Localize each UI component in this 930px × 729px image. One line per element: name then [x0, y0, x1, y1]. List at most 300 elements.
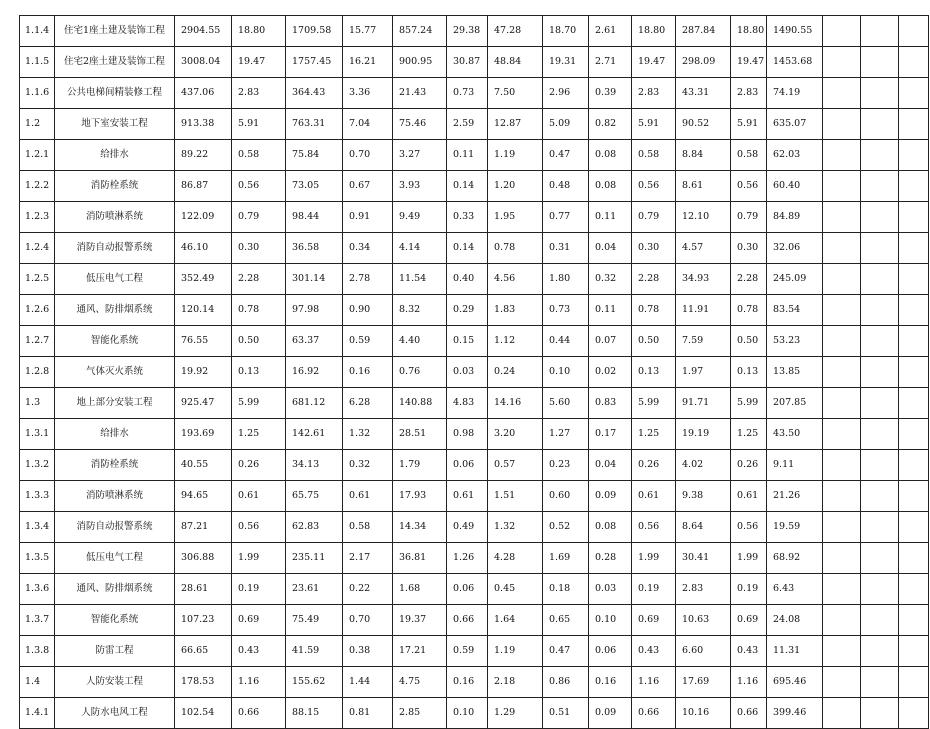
value-cell: 34.13 [286, 450, 343, 481]
value-cell: 91.71 [676, 388, 731, 419]
value-cell: 1.97 [676, 357, 731, 388]
value-cell: 142.61 [286, 419, 343, 450]
table-row [20, 16, 929, 47]
item-code-cell: 1.4.1 [20, 698, 55, 729]
value-cell: 1.99 [731, 543, 767, 574]
value-cell: 29.38 [447, 16, 488, 47]
value-cell: 16.92 [286, 357, 343, 388]
value-cell: 0.19 [632, 574, 676, 605]
table-row [20, 140, 929, 171]
blank-cell [861, 667, 899, 698]
value-cell: 5.91 [632, 109, 676, 140]
blank-cell [823, 16, 861, 47]
value-cell: 0.03 [447, 357, 488, 388]
value-cell: 1709.58 [286, 16, 343, 47]
value-cell: 5.91 [731, 109, 767, 140]
value-cell: 140.88 [393, 388, 447, 419]
value-cell: 0.33 [447, 202, 488, 233]
value-cell: 1.68 [393, 574, 447, 605]
value-cell: 11.54 [393, 264, 447, 295]
value-cell: 0.73 [543, 295, 589, 326]
value-cell: 5.99 [632, 388, 676, 419]
value-cell: 399.46 [767, 698, 823, 729]
value-cell: 23.61 [286, 574, 343, 605]
value-cell: 0.32 [589, 264, 632, 295]
value-cell: 18.70 [543, 16, 589, 47]
value-cell: 1.16 [632, 667, 676, 698]
blank-cell [899, 450, 929, 481]
value-cell: 14.16 [488, 388, 543, 419]
value-cell: 19.59 [767, 512, 823, 543]
blank-cell [899, 388, 929, 419]
value-cell: 2.96 [543, 78, 589, 109]
value-cell: 4.56 [488, 264, 543, 295]
value-cell: 1.64 [488, 605, 543, 636]
item-name-cell: 气体灭火系统 [55, 357, 175, 388]
value-cell: 18.80 [232, 16, 286, 47]
value-cell: 0.30 [232, 233, 286, 264]
value-cell: 60.40 [767, 171, 823, 202]
value-cell: 94.65 [175, 481, 232, 512]
value-cell: 1.32 [343, 419, 393, 450]
blank-cell [899, 605, 929, 636]
item-name-cell: 低压电气工程 [55, 264, 175, 295]
value-cell: 0.78 [488, 233, 543, 264]
value-cell: 0.73 [447, 78, 488, 109]
table-row [20, 202, 929, 233]
value-cell: 0.47 [543, 636, 589, 667]
value-cell: 2.61 [589, 16, 632, 47]
value-cell: 0.19 [232, 574, 286, 605]
blank-cell [823, 109, 861, 140]
blank-cell [861, 636, 899, 667]
value-cell: 87.21 [175, 512, 232, 543]
value-cell: 0.66 [232, 698, 286, 729]
table-row [20, 109, 929, 140]
item-name-cell: 消防自动报警系统 [55, 512, 175, 543]
value-cell: 0.40 [447, 264, 488, 295]
value-cell: 36.81 [393, 543, 447, 574]
value-cell: 0.14 [447, 171, 488, 202]
item-code-cell: 1.3.7 [20, 605, 55, 636]
value-cell: 0.86 [543, 667, 589, 698]
value-cell: 3.36 [343, 78, 393, 109]
value-cell: 0.43 [232, 636, 286, 667]
value-cell: 19.47 [232, 47, 286, 78]
blank-cell [861, 357, 899, 388]
value-cell: 0.47 [543, 140, 589, 171]
table-row [20, 295, 929, 326]
value-cell: 0.08 [589, 512, 632, 543]
value-cell: 0.56 [232, 512, 286, 543]
value-cell: 0.59 [343, 326, 393, 357]
value-cell: 2.28 [232, 264, 286, 295]
value-cell: 0.24 [488, 357, 543, 388]
table-row [20, 512, 929, 543]
value-cell: 4.28 [488, 543, 543, 574]
value-cell: 0.65 [543, 605, 589, 636]
blank-cell [861, 450, 899, 481]
value-cell: 0.69 [232, 605, 286, 636]
value-cell: 437.06 [175, 78, 232, 109]
item-name-cell: 智能化系统 [55, 605, 175, 636]
value-cell: 0.61 [343, 481, 393, 512]
value-cell: 1.16 [731, 667, 767, 698]
value-cell: 0.11 [447, 140, 488, 171]
value-cell: 2.83 [731, 78, 767, 109]
value-cell: 0.49 [447, 512, 488, 543]
value-cell: 48.84 [488, 47, 543, 78]
value-cell: 24.08 [767, 605, 823, 636]
value-cell: 13.85 [767, 357, 823, 388]
value-cell: 8.32 [393, 295, 447, 326]
value-cell: 2.59 [447, 109, 488, 140]
value-cell: 0.14 [447, 233, 488, 264]
value-cell: 0.26 [232, 450, 286, 481]
value-cell: 4.75 [393, 667, 447, 698]
value-cell: 235.11 [286, 543, 343, 574]
value-cell: 925.47 [175, 388, 232, 419]
value-cell: 5.09 [543, 109, 589, 140]
blank-cell [823, 605, 861, 636]
table-row [20, 357, 929, 388]
value-cell: 0.10 [589, 605, 632, 636]
value-cell: 14.34 [393, 512, 447, 543]
value-cell: 1.32 [488, 512, 543, 543]
value-cell: 6.28 [343, 388, 393, 419]
value-cell: 46.10 [175, 233, 232, 264]
value-cell: 28.51 [393, 419, 447, 450]
value-cell: 0.06 [589, 636, 632, 667]
value-cell: 0.06 [447, 574, 488, 605]
value-cell: 1.19 [488, 140, 543, 171]
value-cell: 306.88 [175, 543, 232, 574]
value-cell: 0.16 [589, 667, 632, 698]
item-name-cell: 给排水 [55, 140, 175, 171]
blank-cell [861, 171, 899, 202]
item-name-cell: 住宅2座土建及装饰工程 [55, 47, 175, 78]
value-cell: 0.59 [447, 636, 488, 667]
value-cell: 0.15 [447, 326, 488, 357]
value-cell: 0.57 [488, 450, 543, 481]
value-cell: 1.25 [632, 419, 676, 450]
blank-cell [823, 388, 861, 419]
value-cell: 19.31 [543, 47, 589, 78]
value-cell: 0.22 [343, 574, 393, 605]
value-cell: 76.55 [175, 326, 232, 357]
table-row [20, 47, 929, 78]
value-cell: 12.87 [488, 109, 543, 140]
value-cell: 18.80 [632, 16, 676, 47]
blank-cell [899, 140, 929, 171]
value-cell: 0.90 [343, 295, 393, 326]
value-cell: 0.13 [232, 357, 286, 388]
blank-cell [861, 481, 899, 512]
value-cell: 8.61 [676, 171, 731, 202]
blank-cell [899, 357, 929, 388]
value-cell: 8.64 [676, 512, 731, 543]
value-cell: 0.66 [447, 605, 488, 636]
value-cell: 0.50 [232, 326, 286, 357]
value-cell: 97.98 [286, 295, 343, 326]
value-cell: 1.95 [488, 202, 543, 233]
value-cell: 65.75 [286, 481, 343, 512]
value-cell: 0.43 [731, 636, 767, 667]
value-cell: 1.29 [488, 698, 543, 729]
value-cell: 0.79 [232, 202, 286, 233]
item-name-cell: 住宅1座土建及装饰工程 [55, 16, 175, 47]
item-code-cell: 1.2 [20, 109, 55, 140]
item-code-cell: 1.3.8 [20, 636, 55, 667]
blank-cell [899, 574, 929, 605]
value-cell: 4.02 [676, 450, 731, 481]
table-row [20, 481, 929, 512]
item-name-cell: 防雷工程 [55, 636, 175, 667]
value-cell: 0.03 [589, 574, 632, 605]
blank-cell [861, 326, 899, 357]
value-cell: 30.41 [676, 543, 731, 574]
value-cell: 0.16 [447, 667, 488, 698]
value-cell: 2.28 [731, 264, 767, 295]
blank-cell [899, 47, 929, 78]
value-cell: 34.93 [676, 264, 731, 295]
value-cell: 107.23 [175, 605, 232, 636]
value-cell: 86.87 [175, 171, 232, 202]
value-cell: 9.11 [767, 450, 823, 481]
value-cell: 0.10 [447, 698, 488, 729]
value-cell: 0.23 [543, 450, 589, 481]
value-cell: 12.10 [676, 202, 731, 233]
blank-cell [899, 481, 929, 512]
blank-cell [823, 264, 861, 295]
value-cell: 0.26 [731, 450, 767, 481]
value-cell: 900.95 [393, 47, 447, 78]
value-cell: 15.77 [343, 16, 393, 47]
blank-cell [823, 481, 861, 512]
blank-cell [861, 47, 899, 78]
value-cell: 43.50 [767, 419, 823, 450]
value-cell: 0.61 [232, 481, 286, 512]
blank-cell [823, 295, 861, 326]
value-cell: 1.16 [232, 667, 286, 698]
value-cell: 47.28 [488, 16, 543, 47]
value-cell: 2.83 [632, 78, 676, 109]
value-cell: 2.71 [589, 47, 632, 78]
value-cell: 287.84 [676, 16, 731, 47]
value-cell: 0.43 [632, 636, 676, 667]
value-cell: 11.31 [767, 636, 823, 667]
value-cell: 10.16 [676, 698, 731, 729]
value-cell: 4.83 [447, 388, 488, 419]
value-cell: 43.31 [676, 78, 731, 109]
value-cell: 62.83 [286, 512, 343, 543]
blank-cell [823, 636, 861, 667]
value-cell: 2.18 [488, 667, 543, 698]
blank-cell [861, 419, 899, 450]
blank-cell [823, 698, 861, 729]
value-cell: 84.89 [767, 202, 823, 233]
blank-cell [861, 264, 899, 295]
value-cell: 0.61 [447, 481, 488, 512]
value-cell: 0.78 [232, 295, 286, 326]
value-cell: 19.47 [731, 47, 767, 78]
value-cell: 0.56 [632, 171, 676, 202]
value-cell: 1.80 [543, 264, 589, 295]
blank-cell [899, 171, 929, 202]
item-code-cell: 1.4 [20, 667, 55, 698]
blank-cell [899, 698, 929, 729]
value-cell: 2.85 [393, 698, 447, 729]
value-cell: 1.19 [488, 636, 543, 667]
item-name-cell: 低压电气工程 [55, 543, 175, 574]
item-name-cell: 通风、防排烟系统 [55, 574, 175, 605]
blank-cell [823, 450, 861, 481]
cost-breakdown-table [19, 15, 929, 729]
value-cell: 0.13 [731, 357, 767, 388]
value-cell: 0.38 [343, 636, 393, 667]
blank-cell [823, 140, 861, 171]
value-cell: 30.87 [447, 47, 488, 78]
value-cell: 0.04 [589, 450, 632, 481]
value-cell: 3.27 [393, 140, 447, 171]
blank-cell [899, 667, 929, 698]
value-cell: 155.62 [286, 667, 343, 698]
blank-cell [861, 574, 899, 605]
value-cell: 0.58 [731, 140, 767, 171]
item-code-cell: 1.3.6 [20, 574, 55, 605]
blank-cell [899, 512, 929, 543]
value-cell: 0.67 [343, 171, 393, 202]
value-cell: 5.60 [543, 388, 589, 419]
value-cell: 122.09 [175, 202, 232, 233]
value-cell: 75.49 [286, 605, 343, 636]
value-cell: 2.17 [343, 543, 393, 574]
table-row [20, 636, 929, 667]
value-cell: 32.06 [767, 233, 823, 264]
value-cell: 7.59 [676, 326, 731, 357]
table-row [20, 326, 929, 357]
value-cell: 17.93 [393, 481, 447, 512]
value-cell: 0.56 [731, 512, 767, 543]
blank-cell [899, 233, 929, 264]
item-code-cell: 1.2.2 [20, 171, 55, 202]
value-cell: 0.07 [589, 326, 632, 357]
blank-cell [899, 543, 929, 574]
value-cell: 9.38 [676, 481, 731, 512]
item-name-cell: 地下室安装工程 [55, 109, 175, 140]
value-cell: 681.12 [286, 388, 343, 419]
item-code-cell: 1.1.4 [20, 16, 55, 47]
value-cell: 0.61 [731, 481, 767, 512]
table-row [20, 233, 929, 264]
item-code-cell: 1.1.6 [20, 78, 55, 109]
table-row [20, 698, 929, 729]
item-name-cell: 人防安装工程 [55, 667, 175, 698]
value-cell: 89.22 [175, 140, 232, 171]
value-cell: 17.69 [676, 667, 731, 698]
value-cell: 352.49 [175, 264, 232, 295]
item-code-cell: 1.3.5 [20, 543, 55, 574]
value-cell: 1.25 [731, 419, 767, 450]
value-cell: 364.43 [286, 78, 343, 109]
value-cell: 1.79 [393, 450, 447, 481]
value-cell: 21.26 [767, 481, 823, 512]
value-cell: 0.70 [343, 140, 393, 171]
value-cell: 62.03 [767, 140, 823, 171]
item-name-cell: 人防水电风工程 [55, 698, 175, 729]
value-cell: 11.91 [676, 295, 731, 326]
value-cell: 3008.04 [175, 47, 232, 78]
value-cell: 695.46 [767, 667, 823, 698]
value-cell: 0.60 [543, 481, 589, 512]
value-cell: 18.80 [731, 16, 767, 47]
value-cell: 0.44 [543, 326, 589, 357]
table-row [20, 574, 929, 605]
value-cell: 0.18 [543, 574, 589, 605]
item-code-cell: 1.3.2 [20, 450, 55, 481]
table-row [20, 171, 929, 202]
value-cell: 90.52 [676, 109, 731, 140]
blank-cell [823, 78, 861, 109]
value-cell: 0.77 [543, 202, 589, 233]
blank-cell [823, 233, 861, 264]
value-cell: 0.11 [589, 295, 632, 326]
value-cell: 207.85 [767, 388, 823, 419]
cost-breakdown-sheet [19, 15, 929, 729]
value-cell: 40.55 [175, 450, 232, 481]
value-cell: 0.56 [731, 171, 767, 202]
value-cell: 3.20 [488, 419, 543, 450]
value-cell: 178.53 [175, 667, 232, 698]
item-name-cell: 地上部分安装工程 [55, 388, 175, 419]
value-cell: 0.10 [543, 357, 589, 388]
blank-cell [823, 512, 861, 543]
value-cell: 3.93 [393, 171, 447, 202]
value-cell: 2.83 [676, 574, 731, 605]
item-code-cell: 1.3.1 [20, 419, 55, 450]
value-cell: 9.49 [393, 202, 447, 233]
value-cell: 1.51 [488, 481, 543, 512]
blank-cell [823, 357, 861, 388]
item-name-cell: 给排水 [55, 419, 175, 450]
value-cell: 8.84 [676, 140, 731, 171]
value-cell: 0.91 [343, 202, 393, 233]
value-cell: 0.09 [589, 698, 632, 729]
value-cell: 1490.55 [767, 16, 823, 47]
item-name-cell: 消防自动报警系统 [55, 233, 175, 264]
value-cell: 301.14 [286, 264, 343, 295]
blank-cell [861, 512, 899, 543]
item-name-cell: 公共电梯间精装修工程 [55, 78, 175, 109]
table-row [20, 667, 929, 698]
value-cell: 0.70 [343, 605, 393, 636]
value-cell: 0.82 [589, 109, 632, 140]
value-cell: 0.09 [589, 481, 632, 512]
blank-cell [861, 109, 899, 140]
value-cell: 28.61 [175, 574, 232, 605]
table-row [20, 264, 929, 295]
item-code-cell: 1.3.4 [20, 512, 55, 543]
blank-cell [861, 16, 899, 47]
value-cell: 10.63 [676, 605, 731, 636]
item-code-cell: 1.1.5 [20, 47, 55, 78]
item-code-cell: 1.2.4 [20, 233, 55, 264]
value-cell: 5.99 [232, 388, 286, 419]
value-cell: 0.58 [343, 512, 393, 543]
value-cell: 0.11 [589, 202, 632, 233]
value-cell: 0.69 [632, 605, 676, 636]
value-cell: 193.69 [175, 419, 232, 450]
